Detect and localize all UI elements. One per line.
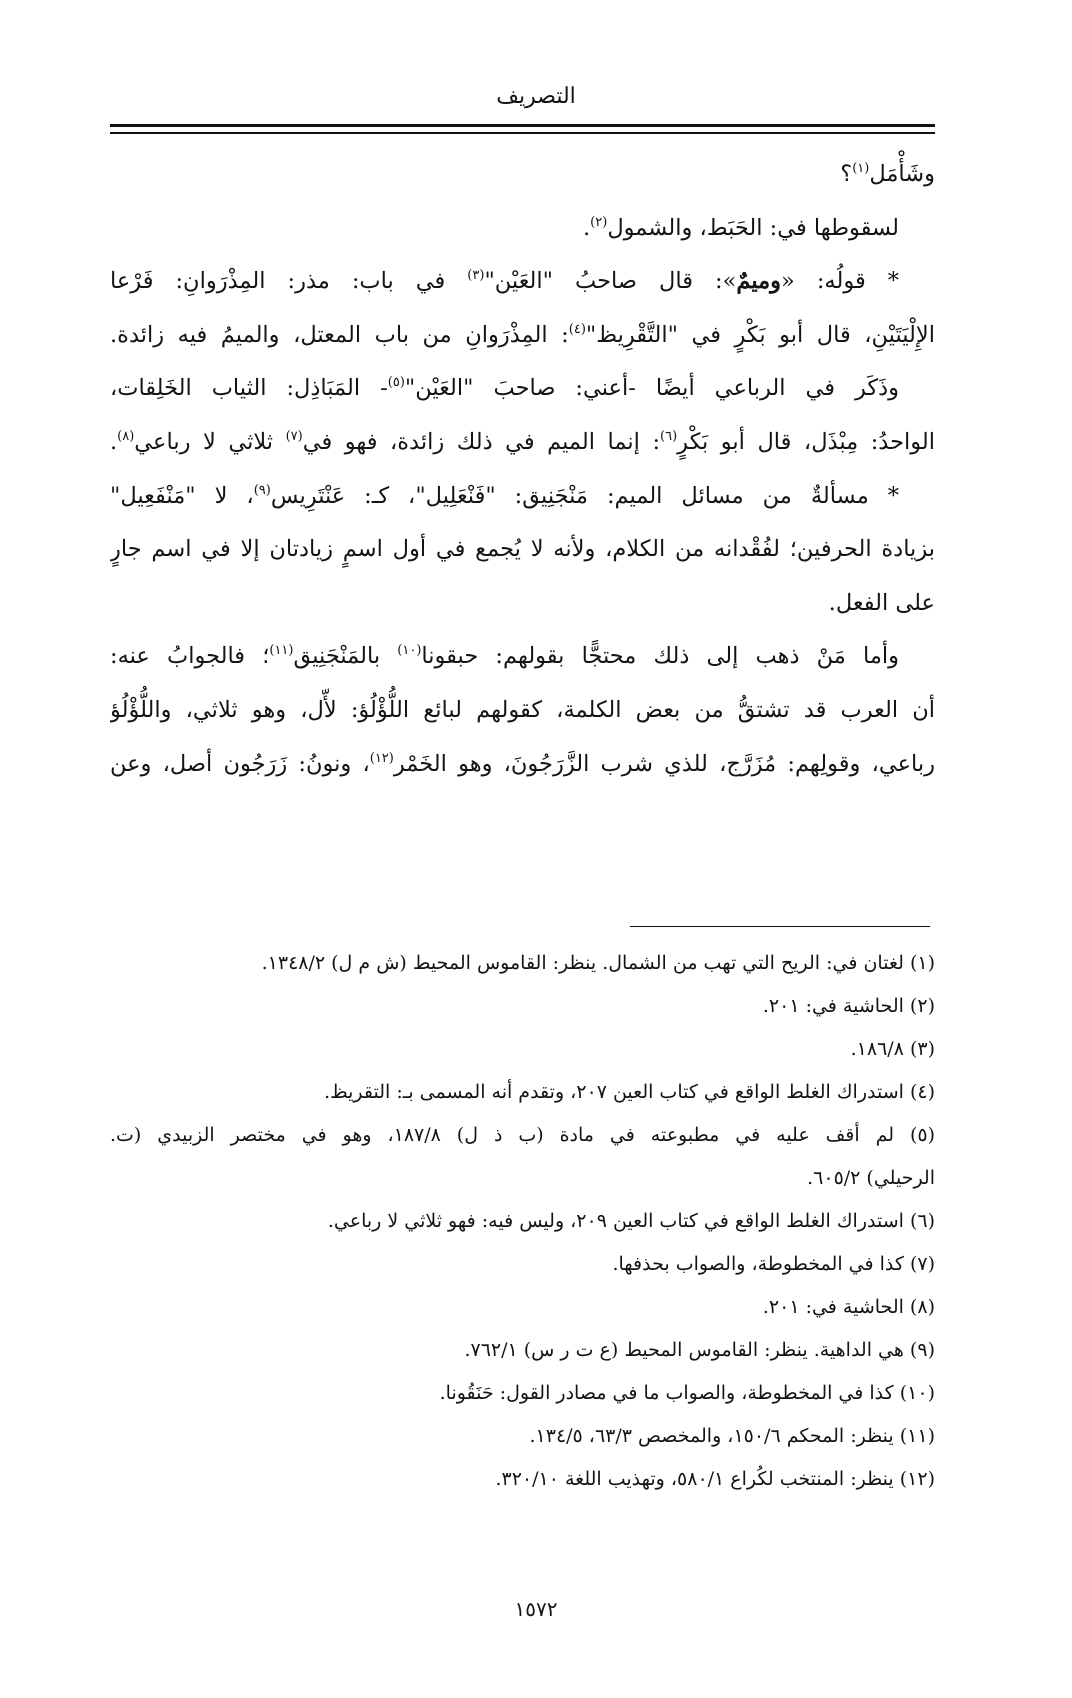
footnote: (٢) الحاشية في: ٢٠١. <box>762 995 935 1017</box>
footnote: (٩) هي الداهية. ينظر: القاموس المحيط (ع ت ر س) ٧٦٢/١. <box>464 1339 935 1361</box>
footnote-marker: (١٠) <box>397 643 422 659</box>
text-run: * قولُه: « <box>781 268 899 295</box>
footnote-marker: (١) <box>852 161 870 176</box>
text-line <box>110 470 935 524</box>
text-run: : المِذْرَوانِ من باب المعتل، والميمُ فيه زائدة. <box>110 321 569 348</box>
keyword: وميمٌ <box>736 268 782 295</box>
header-rule-thick <box>110 124 935 127</box>
text-line <box>110 362 935 416</box>
text-line <box>110 309 935 363</box>
text-run: ثلاثي لا رباعي <box>134 428 286 455</box>
text-run: وشَأْمَل <box>869 161 935 187</box>
running-head: التصريف <box>496 84 576 109</box>
footnote-marker: (٢) <box>590 214 608 230</box>
footnote: (١٠) كذا في المخطوطة، والصواب ما في مصادر القول: حَنَقُونا. <box>439 1382 935 1404</box>
footnote: (١١) ينظر: المحكم ١٥٠/٦، والمخصص ٦٣/٣، ١٣٤/٥. <box>529 1425 935 1447</box>
text-line <box>110 255 935 309</box>
footnote-marker: (١٢) <box>369 750 394 766</box>
text-run: - المَبَاذِل: الثياب الخَلِقات، <box>110 375 388 402</box>
footnotes <box>110 942 935 1501</box>
footnote: (٤) استدراك الغلط الواقع في كتاب العين ٢٠٧، وتقدم أنه المسمى بـ: التقريظ. <box>324 1081 935 1103</box>
text-run: ؟ <box>840 161 853 187</box>
text-run: ؛ فالجوابُ عنه: <box>110 643 270 670</box>
footnote-marker: (٤) <box>568 321 586 337</box>
text-run: ، لا "مَنْفَعِيل" <box>110 482 254 509</box>
footnote: (٨) الحاشية في: ٢٠١. <box>762 1296 935 1318</box>
text-run: في باب: مذر: المِذْرَوانِ: فَرْعا <box>110 268 468 295</box>
footnote-marker: (٩) <box>253 482 271 498</box>
text-line: على الفعل. <box>828 589 935 616</box>
text-run: : إنما الميم في ذلك زائدة، فهو في <box>302 428 661 455</box>
text-run: ، ونونُ: زَرَجُون أصل، وعن <box>110 750 370 777</box>
header-rule-thin <box>110 132 935 134</box>
text-run: رباعي، وقولِهم: مُزَرَّج، للذي شرب الزَّرَجُونَ، وهو الخَمْر <box>393 750 935 777</box>
footnote-marker: (٧) <box>285 428 303 444</box>
text-run: . <box>583 214 591 241</box>
text-line: بزيادة الحرفين؛ لفُقْدانه من الكلام، ولأنه لا يُجمع في أول اسمٍ زيادتان إلا في اسم جارٍ <box>110 536 935 563</box>
footnote-marker: (١١) <box>269 643 294 659</box>
text-line <box>110 202 935 256</box>
main-text <box>110 148 935 791</box>
footnote: (٣) ١٨٦/٨. <box>850 1038 935 1060</box>
text-run: وأما مَنْ ذهب إلى ذلك محتجًّا بقولهم: حبقونا <box>421 643 899 670</box>
text-line <box>110 148 935 202</box>
footnote: (٧) كذا في المخطوطة، والصواب بحذفها. <box>612 1253 935 1275</box>
text-line <box>110 630 935 684</box>
footnote-marker: (٨) <box>117 428 135 444</box>
footnote: (٦) استدراك الغلط الواقع في كتاب العين ٢٠٩، وليس فيه: فهو ثلاثي لا رباعي. <box>327 1210 935 1232</box>
footnote-marker: (٦) <box>660 428 678 444</box>
footnote-continuation: الرحيلي) ٦٠٥/٢. <box>807 1167 935 1189</box>
text-run: بالمَنْجَنِيق <box>293 643 398 670</box>
text-run: الإِلْيَتَيْنِ، قال أبو بَكْرٍ في "التَّقْرِيظ" <box>585 321 935 348</box>
text-line <box>110 738 935 792</box>
text-run: وذَكَر في الرباعي أيضًا -أعني: صاحبَ "العَيْن" <box>404 375 900 402</box>
footnote: (٥) لم أقف عليه في مطبوعته في مادة (ب ذ ل) ١٨٧/٨، وهو في مختصر الزبيدي (ت. <box>110 1124 935 1146</box>
text-run: * مسألةٌ من مسائل الميم: مَنْجَنِيق: "فَنْعَلِيل"، كـ: عَنْتَرِيس <box>270 482 899 509</box>
footnote-marker: (٥) <box>387 375 405 391</box>
text-run: الواحدُ: مِبْذَل، قال أبو بَكْرٍ <box>677 428 935 455</box>
text-run: لسقوطها في: الحَبَط، والشمول <box>607 214 899 241</box>
footnote-separator <box>630 926 930 927</box>
text-run: »: قال صاحبُ "العَيْن" <box>484 268 737 295</box>
text-run: . <box>110 428 118 455</box>
text-line: أن العرب قد تشتقُّ من بعض الكلمة، كقولهم لبائع اللُّؤْلُؤ: لأّل، وهو ثلاثي، واللُّؤْلُؤ <box>110 696 935 723</box>
text-line <box>110 416 935 470</box>
footnote-marker: (٣) <box>467 268 485 284</box>
page-number: ١٥٧٢ <box>514 1597 558 1621</box>
footnote: (١) لغتان في: الريح التي تهب من الشمال. ينظر: القاموس المحيط (ش م ل) ١٣٤٨/٢. <box>261 952 935 974</box>
footnote: (١٢) ينظر: المنتخب لكُراع ٥٨٠/١، وتهذيب اللغة ٣٢٠/١٠. <box>495 1468 935 1490</box>
